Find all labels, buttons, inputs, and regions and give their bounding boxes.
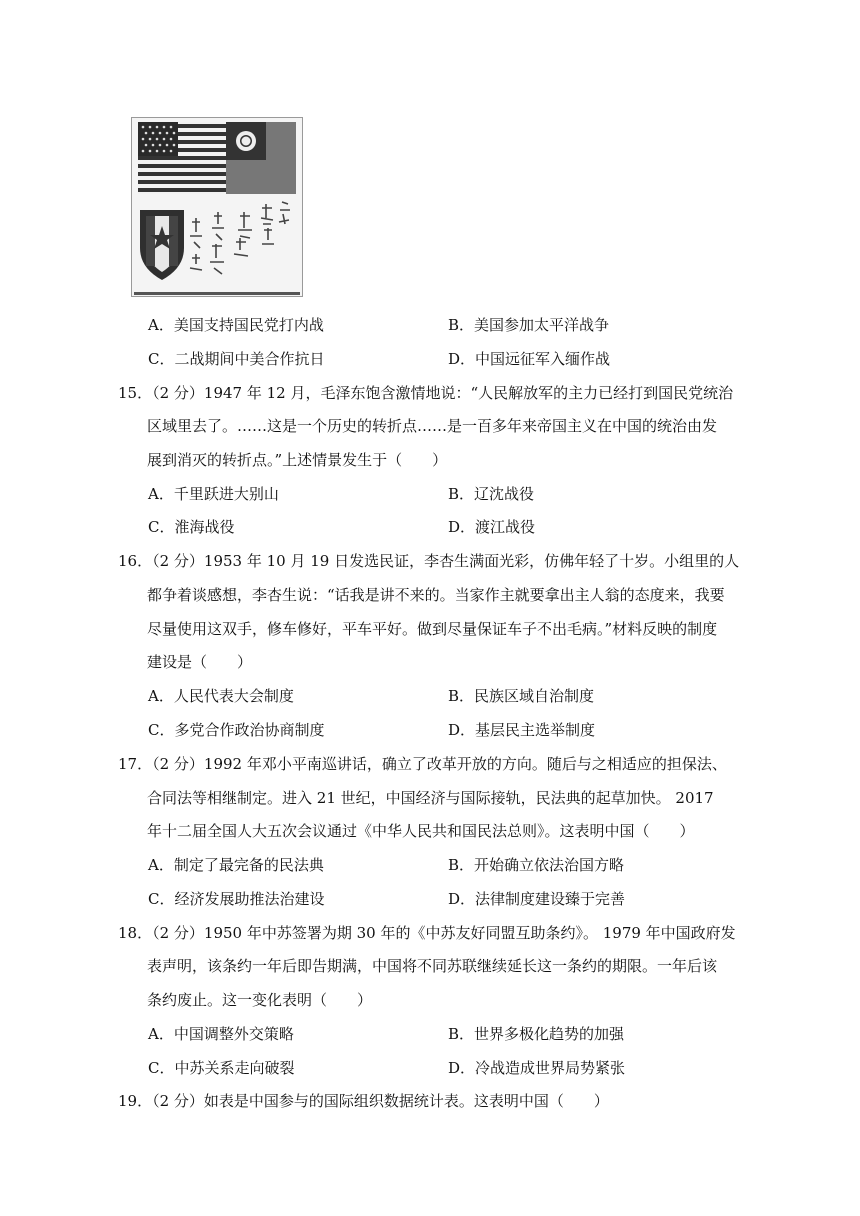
q16-stem-line-1: 16．（2 分）1953 年 10 月 19 日发选民证，李杏生满面光彩，仿佛年轻了十岁。小组里的人	[118, 552, 740, 570]
q15-option-d: D．渡江战役	[448, 518, 536, 536]
q18-stem-line-2: 表声明，该条约一年后即告期满，中国将不同苏联继续延长这一条约的期限。一年后该	[147, 957, 718, 975]
flag-poster-icon	[132, 118, 302, 296]
q15-option-a: A．千里跃进大别山	[148, 485, 279, 503]
q18-stem-line-3: 条约废止。这一变化表明（ ）	[147, 991, 373, 1009]
q16-stem-line-4: 建设是（ ）	[147, 653, 253, 671]
q16-stem-line-2: 都争着谈感想，李杏生说：“话我是讲不来的。当家作主就要拿出主人翁的态度来，我要	[147, 586, 725, 604]
q16-option-d: D．基层民主选举制度	[448, 721, 596, 739]
q17-stem-line-1: 17．（2 分）1992 年邓小平南巡讲话，确立了改革开放的方向。随后与之相适应的担保法、	[118, 755, 727, 773]
q15-stem-line-2: 区域里去了。……这是一个历史的转折点……是一百多年来帝国主义在中国的统治由发	[147, 417, 718, 435]
q18-option-b: B．世界多极化趋势的加强	[448, 1025, 625, 1043]
q19-stem-line-1: 19．（2 分）如表是中国参与的国际组织数据统计表。这表明中国（ ）	[118, 1092, 609, 1110]
q15-stem-line-3: 展到消灭的转折点。”上述情景发生于（ ）	[147, 451, 448, 469]
calligraphy-marks	[190, 202, 290, 274]
q14-option-d: D．中国远征军入缅作战	[448, 350, 611, 368]
q18-stem-line-1: 18．（2 分）1950 年中苏签署为期 30 年的《中苏友好同盟互助条约》。 1979 年中国政府发	[118, 924, 736, 942]
shield-emblem	[140, 210, 184, 280]
q17-option-b: B．开始确立依法治国方略	[448, 856, 625, 874]
us-flag-stripes	[138, 122, 226, 194]
q16-option-a: A．人民代表大会制度	[148, 687, 294, 705]
q14-option-a: A．美国支持国民党打内战	[148, 316, 324, 334]
q17-stem-line-3: 年十二届全国人大五次会议通过《中华人民共和国民法总则》。这表明中国（ ）	[147, 822, 695, 840]
q14-option-c: C．二战期间中美合作抗日	[148, 350, 325, 368]
q16-option-b: B．民族区域自治制度	[448, 687, 595, 705]
q16-option-c: C．多党合作政治协商制度	[148, 721, 325, 739]
q17-option-c: C．经济发展助推法治建设	[148, 890, 325, 908]
q15-option-b: B．辽沈战役	[448, 485, 535, 503]
q18-option-a: A．中国调整外交策略	[148, 1025, 294, 1043]
q17-stem-line-2: 合同法等相继制定。进入 21 世纪，中国经济与国际接轨，民法典的起草加快。 2017	[147, 789, 714, 807]
q18-option-d: D．冷战造成世界局势紧张	[448, 1059, 626, 1077]
q15-stem-line-1: 15．（2 分）1947 年 12 月，毛泽东饱含激情地说：“人民解放军的主力已经打到国民党统治	[118, 384, 734, 402]
q18-option-c: C．中苏关系走向破裂	[148, 1059, 295, 1077]
q15-option-c: C．淮海战役	[148, 518, 235, 536]
flag-poster-image	[131, 117, 303, 297]
q17-option-a: A．制定了最完备的民法典	[148, 856, 324, 874]
roc-flag	[226, 122, 296, 194]
q17-option-d: D．法律制度建设臻于完善	[448, 890, 626, 908]
q14-option-b: B．美国参加太平洋战争	[448, 316, 610, 334]
q16-stem-line-3: 尽量使用这双手，修车修好，平车平好。做到尽量保证车子不出毛病。”材料反映的制度	[147, 620, 718, 638]
